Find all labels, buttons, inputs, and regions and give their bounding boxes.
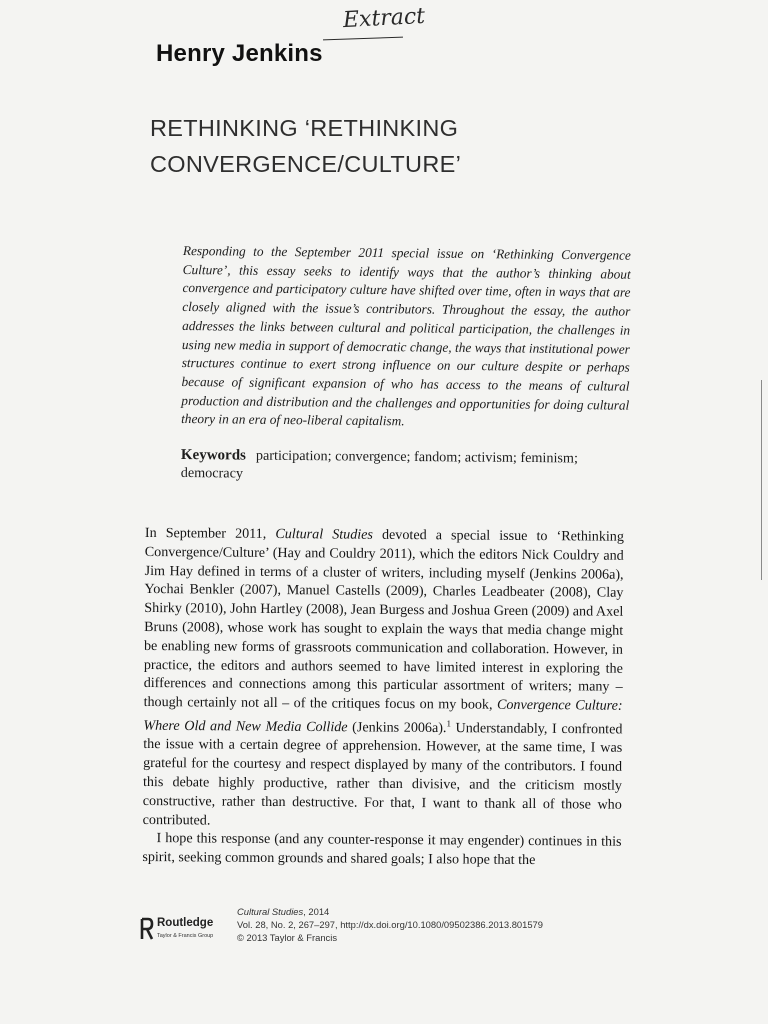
- body-paragraph: [143, 524, 624, 833]
- journal-name: Cultural Studies: [237, 906, 304, 917]
- book-title: Convergence Culture: Where Old and New Media Collide: [143, 696, 623, 736]
- publisher-subtitle: Taylor & Francis Group: [157, 933, 214, 939]
- body-paragraph: I hope this response (and any counter-response it may engender) continues in this spirit, seeking common grounds and shared goals; I also hope that the: [142, 830, 622, 869]
- keywords-label: Keywords: [180, 446, 246, 464]
- author-name: Henry Jenkins: [156, 40, 323, 67]
- journal-info: [237, 905, 543, 944]
- keywords: [181, 446, 633, 486]
- page-footer: [140, 905, 620, 965]
- publisher-logo: [140, 915, 232, 955]
- article-title: [150, 110, 610, 182]
- journal-line: [237, 905, 543, 918]
- title-line: RETHINKING ‘RETHINKING: [150, 115, 459, 141]
- handwritten-underline: [323, 37, 403, 41]
- routledge-logo-icon: [140, 917, 154, 941]
- copyright-line: © 2013 Taylor & Francis: [237, 932, 338, 943]
- scan-edge-line: [761, 380, 762, 580]
- title-line: CONVERGENCE/CULTURE’: [150, 151, 462, 177]
- journal-name: Cultural Studies: [275, 526, 374, 543]
- text-run: In September 2011,: [144, 524, 276, 543]
- journal-year: , 2014: [303, 906, 330, 917]
- text-run: Understandably, I confronted the issue with a certain degree of apprehension. However, at the same time, I was grateful for the courtesy and respect displayed by many of the contributors. I found this debate highly productive, rather than divisive, and the criticism mostly constructive, rather than destructive. For that, I want to thank all of those who contributed.: [142, 720, 623, 829]
- keywords-list: participation; convergence; fandom; activism; feminism; democracy: [180, 447, 579, 482]
- body-text: [142, 524, 624, 871]
- handwritten-annotation: Extract: [342, 3, 426, 34]
- text-run: devoted a special issue to ‘Rethinking Convergence/Culture’ (Hay and Couldry 2011), which the editors Nick Couldry and Jim Hay defined in terms of a cluster of writers, including myself (Jenkins 2006a), Yochai Benkler (2007), Manuel Castells (2009), Charles Leadbeater (2008), Clay Shirky (2010), John Hartley (2008), Jean Burgess and Joshua Green (2009) and Axel Bruns (2008), whose work has sought to explain the ways that media change might be enabling new forms of grassroots communication and collaboration. However, in practice, the editors and authors seemed to have limited interest in exploring the differences and connections among this particular assortment of writers; many – though certainly not all – of the critiques focus on my book,: [143, 526, 624, 713]
- abstract: Responding to the September 2011 special issue on ‘Rethinking Convergence Culture’, this essay seeks to identify ways that the author’s thinking about convergence and participatory culture have shifted over time, often in ways that are closely aligned with the issue’s contributors. Throughout the essay, the author addresses the links between cultural and political participation, the challenges in using new media in support of democratic change, the ways that institutional power structures continue to exert strong influence on our culture despite or perhaps because of significant expansion of who has access to the means of cultural production and distribution and the challenges and opportunities for doing cultural theory in an era of neo-liberal capitalism.: [181, 242, 631, 429]
- text-run: (Jenkins 2006a).: [347, 719, 447, 737]
- publisher-name: Routledge: [157, 917, 214, 929]
- volume-line[interactable]: Vol. 28, No. 2, 267–297, http://dx.doi.org/10.1080/09502386.2013.801579: [237, 919, 543, 930]
- footnote-marker[interactable]: 1: [446, 718, 452, 729]
